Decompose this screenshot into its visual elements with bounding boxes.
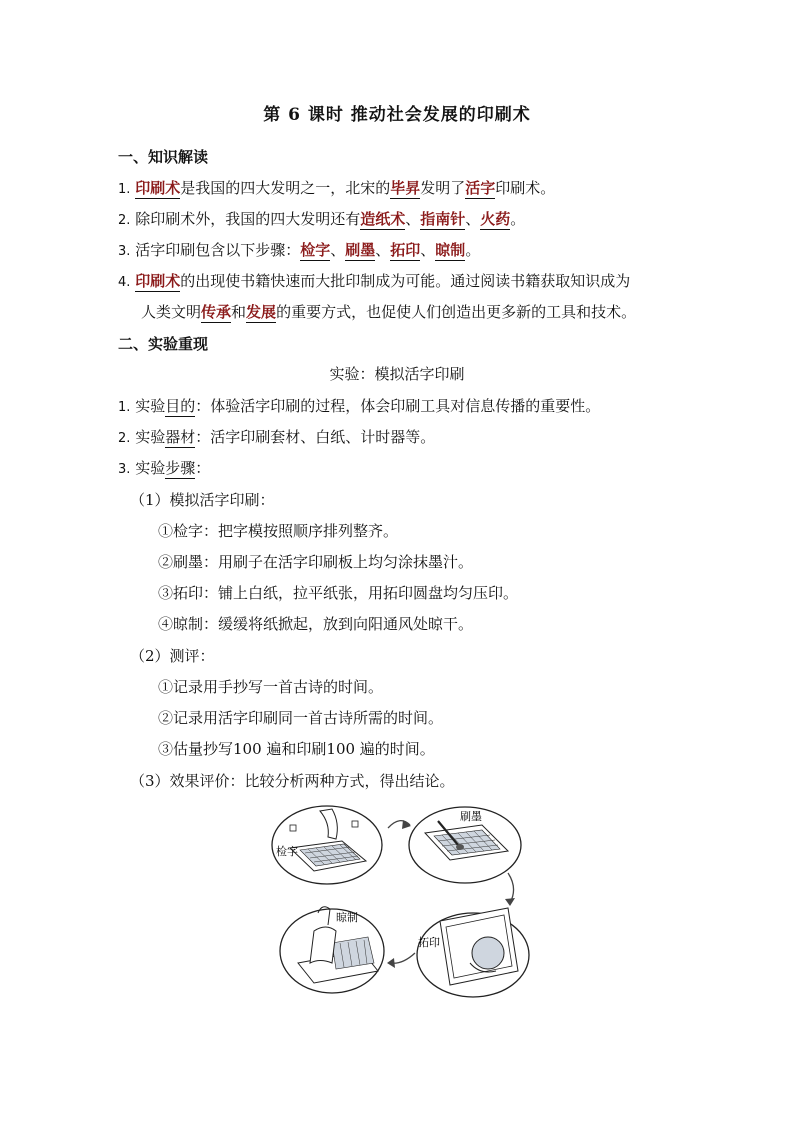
item-number: 2. (118, 431, 131, 446)
item-text: 除印刷术外，我国的四大发明还有 (135, 210, 361, 228)
part1-step-1: ①检字：把字模按照顺序排列整齐。 (158, 522, 399, 540)
item-text: ：体验活字印刷的过程，体会印刷工具对信息传播的重要性。 (195, 397, 601, 415)
vignette-label: 刷墨 (460, 810, 482, 823)
item-number: 3. (118, 462, 131, 477)
answer-blank: 印刷术 (135, 272, 181, 290)
item-text: 的重要方式，也促使人们创造出更多新的工具和技术。 (276, 303, 637, 321)
separator: 、 (375, 241, 391, 259)
item-text: ： (195, 459, 211, 477)
item-number: 1. (118, 182, 131, 197)
answer-blank: 活字 (465, 179, 496, 197)
answer-blank: 拓印 (390, 241, 421, 259)
vignette-label: 晾制 (336, 911, 358, 924)
item-number: 3. (118, 244, 131, 259)
part2-label: （2）测评： (130, 647, 215, 665)
answer-blank: 检字 (300, 241, 331, 259)
separator: 、 (420, 241, 436, 259)
vignette-rub-print (417, 908, 529, 997)
item-text: 的出现使书籍快速而大批印制成为可能。通过阅读书籍获取知识成为 (180, 272, 631, 290)
knowledge-item-2 (118, 208, 525, 229)
item-text: 。 (510, 210, 526, 228)
section-heading-knowledge: 一、知识解读 (118, 148, 209, 166)
item-text: 印刷术。 (495, 179, 556, 197)
item-text: 是我国的四大发明之一，北宋的 (180, 179, 391, 197)
knowledge-item-1 (118, 177, 555, 198)
item-text: 活字印刷包含以下步骤： (135, 241, 301, 259)
page-title: 第 6 课时 推动社会发展的印刷术 (263, 105, 531, 125)
answer-blank: 造纸术 (360, 210, 406, 228)
knowledge-item-4 (118, 270, 630, 291)
part1-label: （1）模拟活字印刷： (130, 491, 275, 509)
answer-blank: 指南针 (420, 210, 466, 228)
answer-blank: 刷墨 (345, 241, 376, 259)
separator: 、 (405, 210, 421, 228)
item-text: 人类文明 (141, 303, 202, 321)
answer-blank: 晾制 (435, 241, 466, 259)
part2-step-3: ③估量抄写100 遍和印刷100 遍的时间。 (158, 740, 435, 758)
item-number: 1. (118, 400, 131, 415)
part2-step-2: ②记录用活字印刷同一首古诗所需的时间。 (158, 709, 444, 727)
item-text: ：活字印刷套材、白纸、计时器等。 (195, 428, 436, 446)
knowledge-item-3 (118, 239, 480, 260)
answer-blank: 发展 (246, 303, 277, 321)
underlined-term: 步骤 (165, 459, 196, 477)
printing-process-illustration (270, 803, 530, 1003)
item-text: 和 (231, 303, 247, 321)
item-text: 实验 (135, 397, 166, 415)
part1-step-4: ④晾制：缓缓将纸掀起，放到向阳通风处晾干。 (158, 615, 474, 633)
answer-blank: 传承 (201, 303, 232, 321)
knowledge-item-4-continued (141, 301, 636, 322)
experiment-item-1 (118, 395, 600, 416)
item-text: 实验 (135, 428, 166, 446)
item-text: 实验 (135, 459, 166, 477)
item-number: 2. (118, 213, 131, 228)
separator: 、 (330, 241, 346, 259)
vignette-pick-type (272, 806, 382, 884)
part1-step-3: ③拓印：铺上白纸，拉平纸张，用拓印圆盘均匀压印。 (158, 584, 519, 602)
vignette-label: 拓印 (418, 936, 440, 949)
part1-step-2: ②刷墨：用刷子在活字印刷板上均匀涂抹墨汁。 (158, 553, 474, 571)
part3-label: （3）效果评价：比较分析两种方式，得出结论。 (130, 772, 455, 790)
vignette-dry-sheet (280, 907, 384, 993)
vignette-label: 检字 (276, 845, 298, 858)
underlined-term: 器材 (165, 428, 196, 446)
answer-blank: 印刷术 (135, 179, 181, 197)
answer-blank: 毕昇 (390, 179, 421, 197)
answer-blank: 火药 (480, 210, 511, 228)
experiment-item-3 (118, 457, 210, 478)
item-text: 。 (465, 241, 481, 259)
experiment-item-2 (118, 426, 435, 447)
item-text: 发明了 (420, 179, 466, 197)
experiment-title: 实验：模拟活字印刷 (329, 365, 465, 383)
section-heading-experiment: 二、实验重现 (118, 335, 209, 353)
underlined-term: 目的 (165, 397, 196, 415)
part2-step-1: ①记录用手抄写一首古诗的时间。 (158, 678, 384, 696)
vignette-ink-brush (409, 807, 521, 883)
item-number: 4. (118, 275, 131, 290)
separator: 、 (465, 210, 481, 228)
